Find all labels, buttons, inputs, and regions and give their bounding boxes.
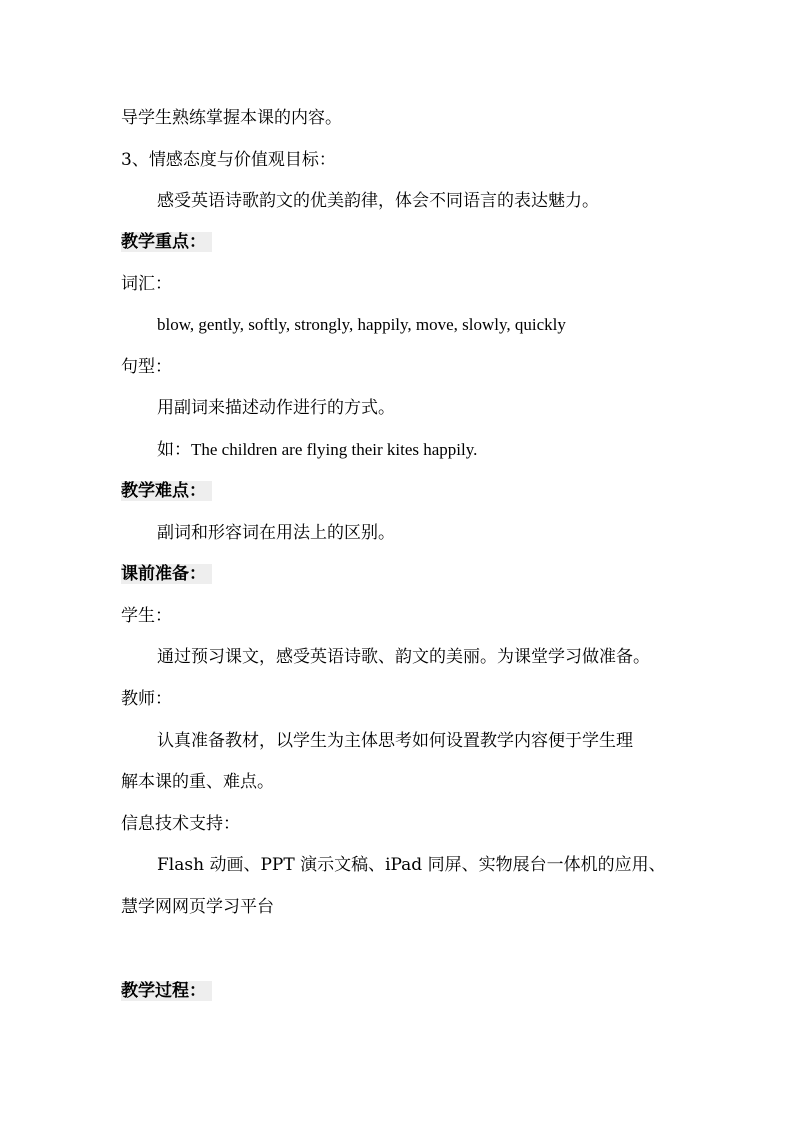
vocab-words: blow, gently, softly, strongly, happily, move, slowly, quickly — [157, 315, 566, 334]
heading-preparation — [121, 562, 212, 586]
heading-process-label: 教学过程： — [121, 981, 212, 1001]
tech-label: 信息技术支持： — [121, 814, 240, 834]
pattern-label: 句型： — [121, 357, 172, 377]
tech-desc-line-1: Flash 动画、PPT 演示文稿、iPad 同屏、实物展台一体机的应用、 — [157, 855, 666, 875]
heading-process — [121, 979, 212, 1003]
student-desc: 通过预习课文，感受英语诗歌、韵文的美丽。为课堂学习做准备。 — [157, 647, 650, 667]
teacher-desc-line-1: 认真准备教材，以学生为主体思考如何设置教学内容便于学生理 — [157, 731, 633, 751]
vocab-label: 词汇： — [121, 274, 172, 294]
heading-key-points — [121, 230, 212, 254]
difficult-desc: 副词和形容词在用法上的区别。 — [157, 523, 395, 543]
section-subtitle: 3、情感态度与价值观目标： — [121, 150, 336, 170]
student-label: 学生： — [121, 606, 172, 626]
teacher-label: 教师： — [121, 689, 172, 709]
pattern-example-prefix: 如： — [157, 440, 191, 460]
pattern-example-sentence: The children are flying their kites happily. — [191, 440, 478, 459]
teacher-desc-line-2: 解本课的重、难点。 — [121, 772, 274, 792]
heading-difficult-points — [121, 479, 212, 503]
text-line: 导学生熟练掌握本课的内容。 — [121, 108, 342, 128]
heading-preparation-label: 课前准备： — [121, 564, 212, 584]
pattern-desc: 用副词来描述动作进行的方式。 — [157, 398, 395, 418]
pattern-example — [157, 438, 477, 462]
heading-key-points-label: 教学重点： — [121, 232, 212, 252]
tech-desc-line-2: 慧学网网页学习平台 — [121, 897, 274, 917]
text-line: 感受英语诗歌韵文的优美韵律，体会不同语言的表达魅力。 — [157, 191, 599, 211]
heading-difficult-points-label: 教学难点： — [121, 481, 212, 501]
